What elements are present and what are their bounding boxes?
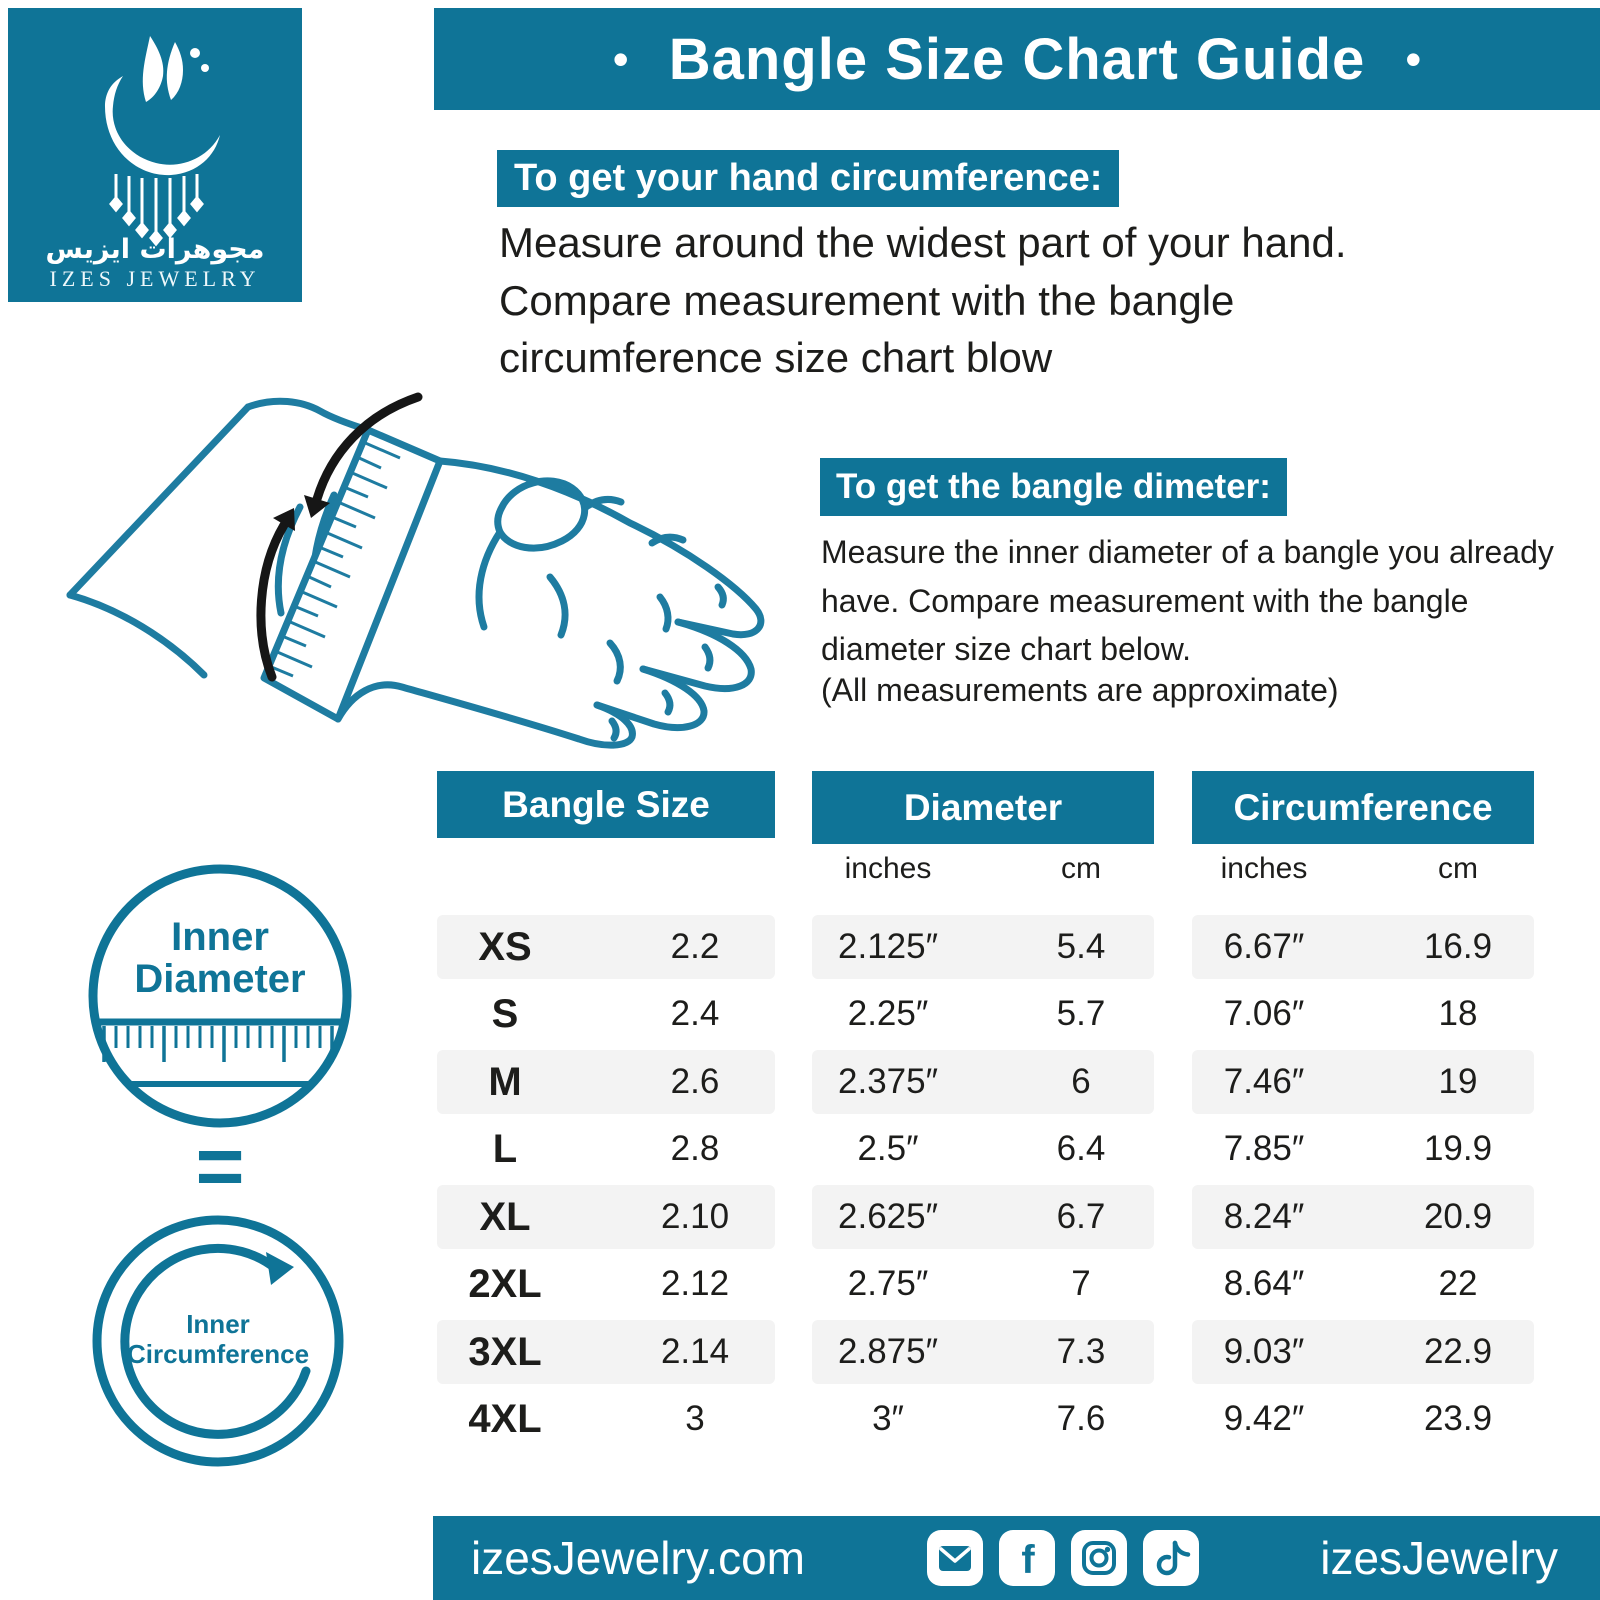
- tiktok-icon[interactable]: [1143, 1530, 1199, 1586]
- izes-jewelry-logo-icon: [8, 8, 302, 302]
- hand-with-tape-icon: [50, 345, 790, 750]
- size-label: 2XL: [468, 1262, 542, 1306]
- brand-arabic-name: مجوهرات ايزيس: [45, 234, 265, 265]
- size-value: 2.2: [670, 927, 720, 966]
- diameter-inches: 2.25″: [847, 994, 929, 1033]
- brand-logo-box: [8, 8, 302, 302]
- circumference-cm: 18: [1438, 994, 1478, 1033]
- hand-circumference-instructions: Measure around the widest part of your hand. Compare measurement with the bangle circumference size chart blow: [499, 219, 1347, 382]
- circumference-cm: 22.9: [1423, 1332, 1493, 1371]
- title-bar: [434, 8, 1600, 110]
- size-label: 4XL: [468, 1397, 542, 1441]
- size-label: S: [491, 992, 519, 1036]
- diameter-inches: 2.75″: [847, 1264, 929, 1303]
- brand-latin-name: IZES JEWELRY: [49, 266, 261, 291]
- circumference-cm: 16.9: [1423, 927, 1493, 966]
- column-header-diameter: Diameter: [812, 771, 1154, 844]
- size-value: 2.4: [670, 994, 720, 1033]
- equals-sign: =: [195, 1119, 245, 1213]
- diameter-inches: 2.5″: [857, 1129, 919, 1168]
- size-value: 2.8: [670, 1129, 720, 1168]
- circumference-inches: 8.24″: [1223, 1197, 1305, 1236]
- diameter-inches: 2.625″: [838, 1197, 938, 1236]
- title-left-dot: •: [612, 33, 629, 85]
- size-label: XL: [479, 1195, 531, 1239]
- diameter-cm: 6.7: [1056, 1197, 1106, 1236]
- size-value: 3: [685, 1399, 705, 1438]
- size-value: 2.14: [660, 1332, 730, 1371]
- diameter-inches: 2.125″: [838, 927, 938, 966]
- size-value: 2.6: [670, 1062, 720, 1101]
- size-label: 3XL: [468, 1330, 542, 1374]
- email-icon[interactable]: [927, 1530, 983, 1586]
- svg-text:f: f: [1020, 1538, 1035, 1582]
- diameter-cm: 5.4: [1056, 927, 1106, 966]
- circumference-cm: 19: [1438, 1062, 1478, 1101]
- circumference-inches: 7.85″: [1223, 1129, 1305, 1168]
- size-label: L: [492, 1127, 518, 1171]
- facebook-icon[interactable]: [999, 1530, 1055, 1586]
- inner-diameter-label-line2: Diameter: [134, 957, 306, 1001]
- unit-label-diameter-cm: cm: [1061, 852, 1101, 885]
- hand-measuring-illustration: [50, 345, 790, 750]
- website-link[interactable]: izesJewelry.com: [471, 1532, 805, 1584]
- measurements-note: (All measurements are approximate): [821, 672, 1339, 708]
- circumference-cm: 23.9: [1423, 1399, 1493, 1438]
- diameter-inches: 2.375″: [838, 1062, 938, 1101]
- unit-label-circumference-cm: cm: [1438, 852, 1478, 885]
- inner-circumference-badge: [88, 1205, 352, 1477]
- title-right-dot: •: [1405, 33, 1422, 85]
- circumference-inches: 6.67″: [1223, 927, 1305, 966]
- unit-label-diameter-inches: inches: [844, 852, 932, 885]
- diameter-inches: 3″: [872, 1399, 904, 1438]
- social-icons-group: [927, 1530, 1199, 1586]
- circumference-cm: 19.9: [1423, 1129, 1493, 1168]
- instagram-icon[interactable]: [1071, 1530, 1127, 1586]
- inner-circumference-label-line1: Inner: [186, 1309, 250, 1339]
- circumference-inches: 8.64″: [1223, 1264, 1305, 1303]
- circumference-cm: 22: [1438, 1264, 1478, 1303]
- circumference-inches: 7.46″: [1223, 1062, 1305, 1101]
- diameter-cm: 6.4: [1056, 1129, 1106, 1168]
- page-title: Bangle Size Chart Guide: [668, 26, 1366, 92]
- social-handle: izesJewelry: [1320, 1532, 1558, 1584]
- hand-circumference-heading: To get your hand circumference:: [497, 150, 1119, 207]
- size-label: M: [488, 1060, 522, 1104]
- inner-diameter-badge: [80, 850, 360, 1140]
- size-label: XS: [478, 925, 532, 969]
- inner-diameter-label-line1: Inner: [171, 915, 269, 959]
- column-header-bangle-size: Bangle Size: [437, 771, 775, 838]
- diameter-inches: 2.875″: [838, 1332, 938, 1371]
- size-value: 2.12: [660, 1264, 730, 1303]
- unit-label-circumference-inches: inches: [1220, 852, 1308, 885]
- diameter-cm: 7.6: [1056, 1399, 1106, 1438]
- size-value: 2.10: [660, 1197, 730, 1236]
- footer-bar: [433, 1516, 1600, 1600]
- circumference-inches: 7.06″: [1223, 994, 1305, 1033]
- diameter-cm: 7.3: [1056, 1332, 1106, 1371]
- column-header-circumference: Circumference: [1192, 771, 1534, 844]
- diameter-cm: 7: [1071, 1264, 1091, 1303]
- bangle-diameter-heading: To get the bangle dimeter:: [820, 458, 1287, 516]
- circumference-cm: 20.9: [1423, 1197, 1493, 1236]
- bangle-diameter-instructions: Measure the inner diameter of a bangle you already have. Compare measurement with the bangle diameter size chart below.: [821, 534, 1554, 668]
- circumference-inches: 9.42″: [1223, 1399, 1305, 1438]
- diameter-cm: 6: [1071, 1062, 1091, 1101]
- diameter-cm: 5.7: [1056, 994, 1106, 1033]
- inner-circumference-label-line2: Circumference: [126, 1339, 310, 1369]
- circumference-inches: 9.03″: [1223, 1332, 1305, 1371]
